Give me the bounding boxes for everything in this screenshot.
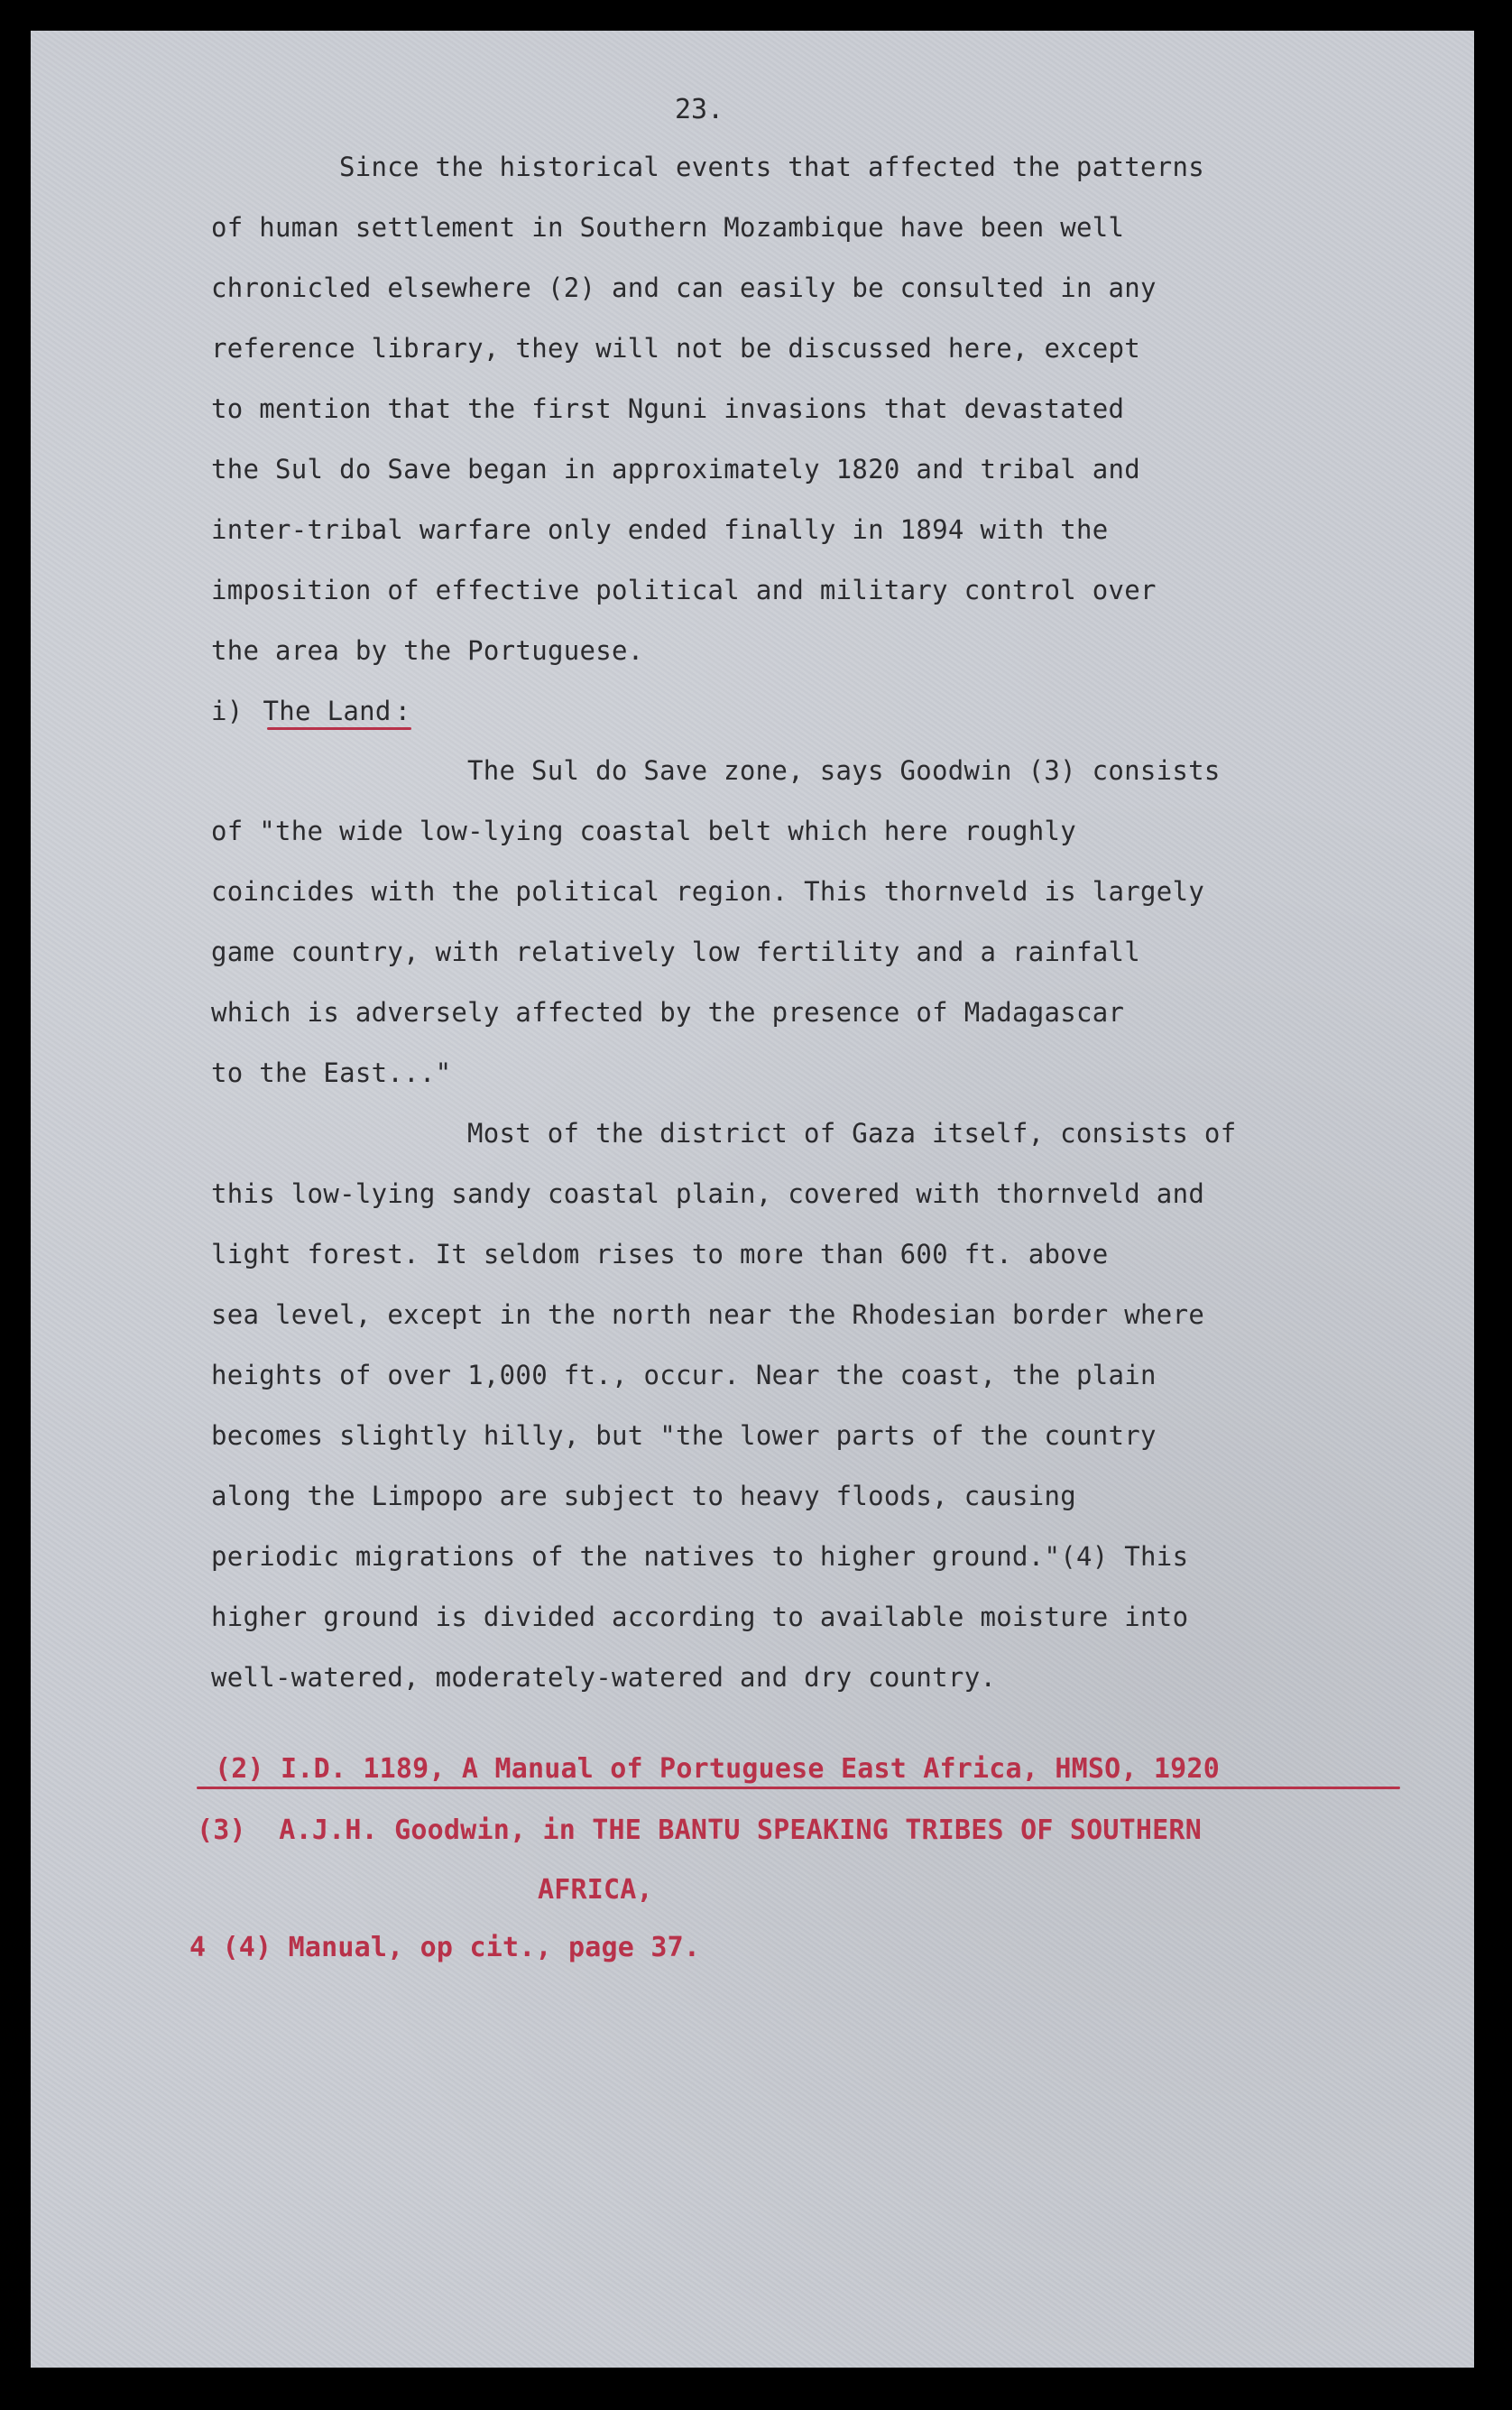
section-number: i) xyxy=(211,696,244,726)
section-heading xyxy=(211,698,410,725)
text-line: to mention that the first Nguni invasions that devastated xyxy=(211,393,1125,424)
text-line: well-watered, moderately-watered and dry country. xyxy=(211,1662,997,1693)
text-line: of human settlement in Southern Mozambique have been well xyxy=(211,212,1125,243)
text-line: the area by the Portuguese. xyxy=(211,635,644,666)
text-line: reference library, they will not be discussed here, except xyxy=(211,333,1141,364)
text-line: to the East..." xyxy=(211,1057,452,1088)
text-line: periodic migrations of the natives to higher ground."(4) This xyxy=(211,1541,1189,1572)
text-line: imposition of effective political and military control over xyxy=(211,575,1157,605)
text-line: higher ground is divided according to available moisture into xyxy=(211,1602,1189,1632)
text-line: coincides with the political region. This thornveld is largely xyxy=(211,876,1205,907)
heading-underline xyxy=(267,727,411,730)
section-colon: : xyxy=(394,696,411,726)
footnote-2: (2) I.D. 1189, A Manual of Portuguese East Africa, HMSO, 1920 xyxy=(215,1753,1220,1785)
footnote-4: 4 (4) Manual, op cit., page 37. xyxy=(189,1932,701,1963)
text-line: sea level, except in the north near the Rhodesian border where xyxy=(211,1299,1205,1330)
text-line: game country, with relatively low fertility and a rainfall xyxy=(211,937,1141,967)
text-line: heights of over 1,000 ft., occur. Near the coast, the plain xyxy=(211,1360,1157,1390)
page-number: 23. xyxy=(675,94,724,125)
footnote-underline xyxy=(197,1787,1400,1789)
text-line: of "the wide low-lying coastal belt which here roughly xyxy=(211,816,1077,846)
text-line: Since the historical events that affected the patterns xyxy=(339,152,1205,182)
text-line: which is adversely affected by the presence of Madagascar xyxy=(211,997,1125,1028)
text-line: this low-lying sandy coastal plain, covered with thornveld and xyxy=(211,1178,1205,1209)
typed-page xyxy=(31,31,1474,2368)
section-title: The Land xyxy=(263,696,392,726)
text-line: along the Limpopo are subject to heavy floods, causing xyxy=(211,1481,1077,1511)
text-line: the Sul do Save began in approximately 1820 and tribal and xyxy=(211,454,1141,485)
text-line: light forest. It seldom rises to more than 600 ft. above xyxy=(211,1239,1109,1270)
footnote-3-continued: AFRICA, xyxy=(538,1874,653,1906)
text-line: inter-tribal warfare only ended finally in 1894 with the xyxy=(211,514,1109,545)
text-line: Most of the district of Gaza itself, consists of xyxy=(467,1118,1237,1149)
text-line: The Sul do Save zone, says Goodwin (3) consists xyxy=(467,755,1221,786)
text-line: becomes slightly hilly, but "the lower parts of the country xyxy=(211,1420,1157,1451)
text-line: chronicled elsewhere (2) and can easily be consulted in any xyxy=(211,272,1157,303)
footnote-3: (3) A.J.H. Goodwin, in THE BANTU SPEAKING TRIBES OF SOUTHERN xyxy=(197,1814,1202,1846)
